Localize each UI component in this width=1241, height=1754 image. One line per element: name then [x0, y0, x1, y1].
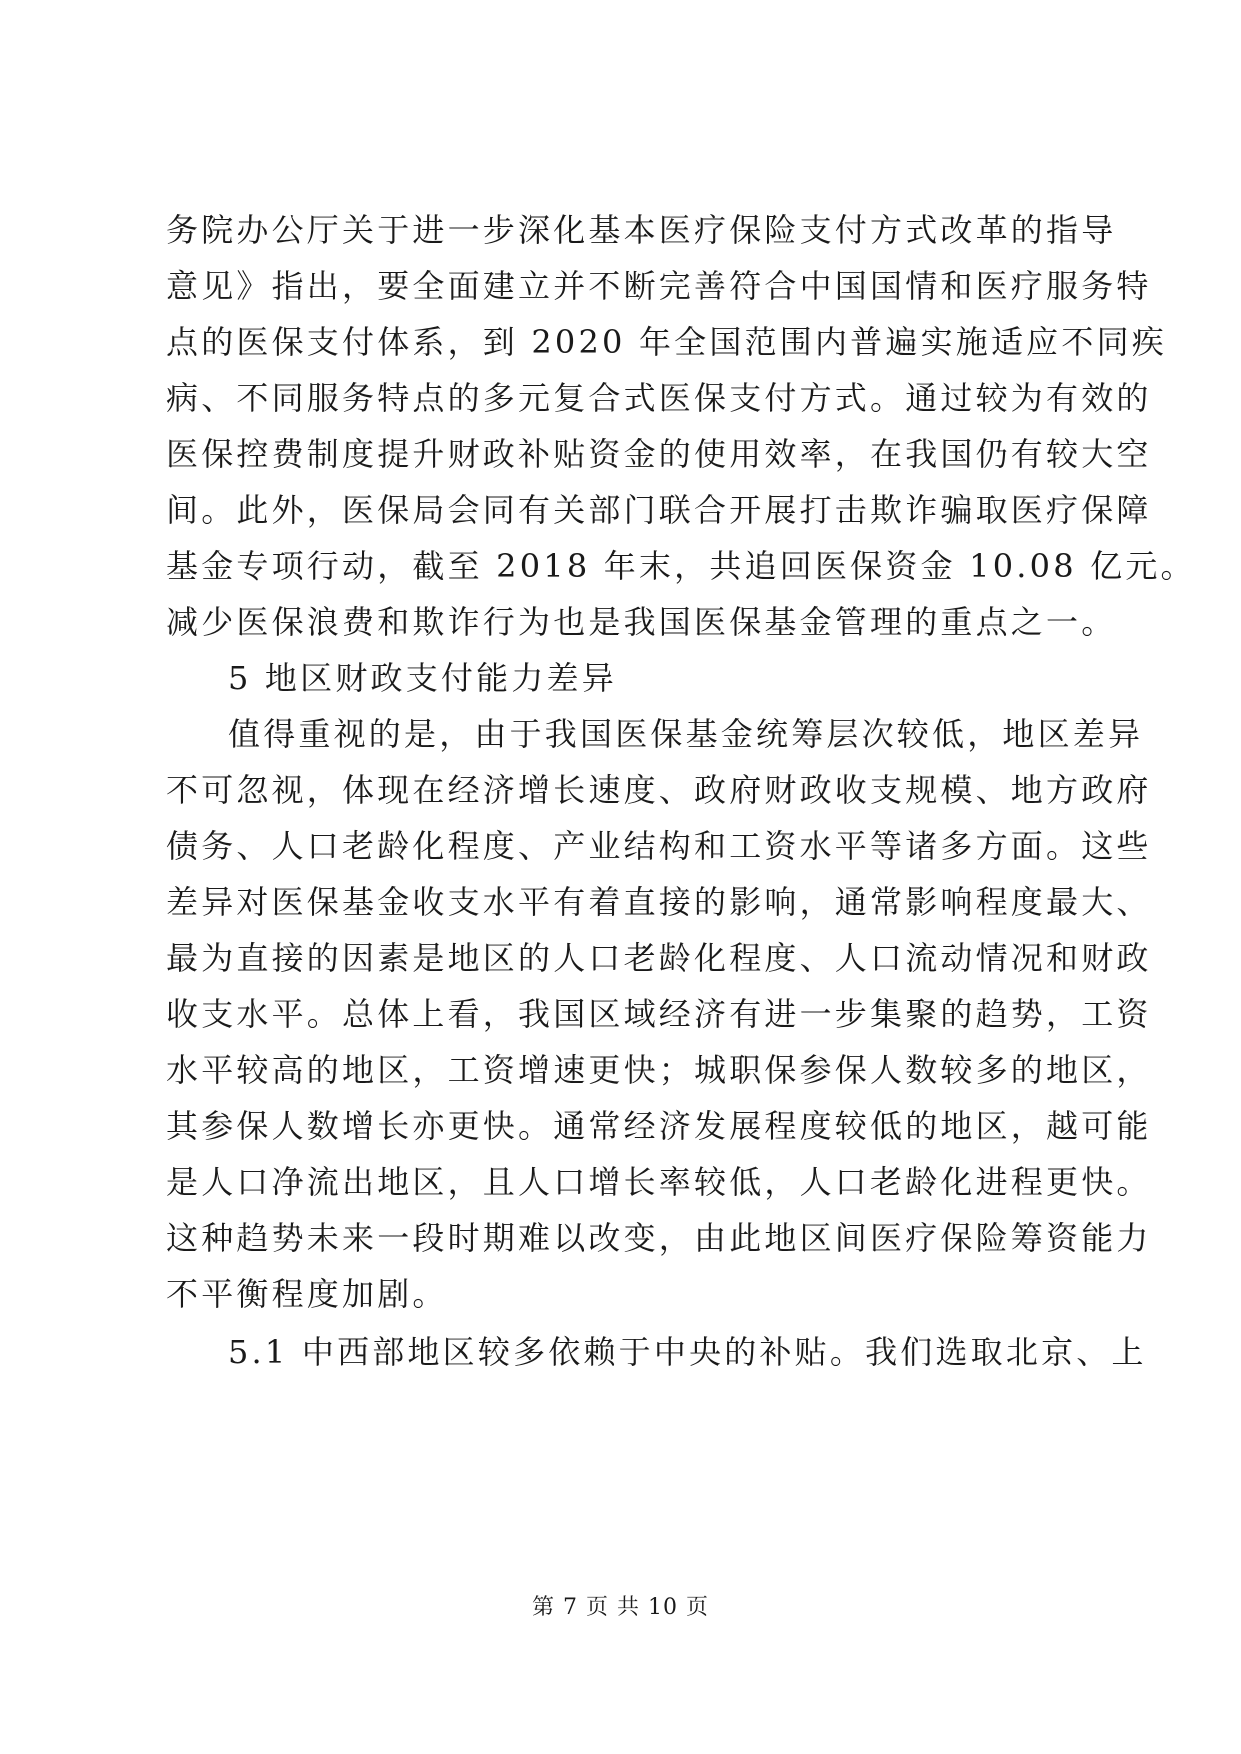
text-line: 5.1 中西部地区较多依赖于中央的补贴。我们选取北京、上	[228, 1333, 1147, 1371]
text-line: 点的医保支付体系，到 2020 年全国范围内普遍实施适应不同疾	[166, 323, 1167, 361]
text-line: 基金专项行动，截至 2018 年末，共追回医保资金 10.08 亿元。	[166, 547, 1196, 585]
text-line: 病、不同服务特点的多元复合式医保支付方式。通过较为有效的	[166, 379, 1152, 417]
text-line: 收支水平。总体上看，我国区域经济有进一步集聚的趋势，工资	[166, 995, 1152, 1033]
text-line: 最为直接的因素是地区的人口老龄化程度、人口流动情况和财政	[166, 939, 1152, 977]
text-line: 差异对医保基金收支水平有着直接的影响，通常影响程度最大、	[166, 883, 1152, 921]
text-line: 间。此外，医保局会同有关部门联合开展打击欺诈骗取医疗保障	[166, 491, 1152, 529]
text-line: 意见》指出，要全面建立并不断完善符合中国国情和医疗服务特	[166, 267, 1152, 305]
text-line: 这种趋势未来一段时期难以改变，由此地区间医疗保险筹资能力	[166, 1219, 1152, 1257]
section-heading: 5 地区财政支付能力差异	[228, 659, 617, 697]
text-line: 水平较高的地区，工资增速更快；城职保参保人数较多的地区，	[166, 1051, 1152, 1089]
text-line: 其参保人数增长亦更快。通常经济发展程度较低的地区，越可能	[166, 1107, 1152, 1145]
text-line: 务院办公厅关于进一步深化基本医疗保险支付方式改革的指导	[166, 211, 1117, 249]
text-line: 医保控费制度提升财政补贴资金的使用效率，在我国仍有较大空	[166, 435, 1152, 473]
text-line: 不平衡程度加剧。	[166, 1275, 448, 1313]
text-line: 是人口净流出地区，且人口增长率较低，人口老龄化进程更快。	[166, 1163, 1152, 1201]
text-line: 不可忽视，体现在经济增长速度、政府财政收支规模、地方政府	[166, 771, 1152, 809]
text-line: 债务、人口老龄化程度、产业结构和工资水平等诸多方面。这些	[166, 827, 1152, 865]
text-line: 值得重视的是，由于我国医保基金统筹层次较低，地区差异	[228, 715, 1144, 753]
page-number: 第 7 页 共 10 页	[532, 1595, 709, 1620]
text-line: 减少医保浪费和欺诈行为也是我国医保基金管理的重点之一。	[166, 603, 1117, 641]
